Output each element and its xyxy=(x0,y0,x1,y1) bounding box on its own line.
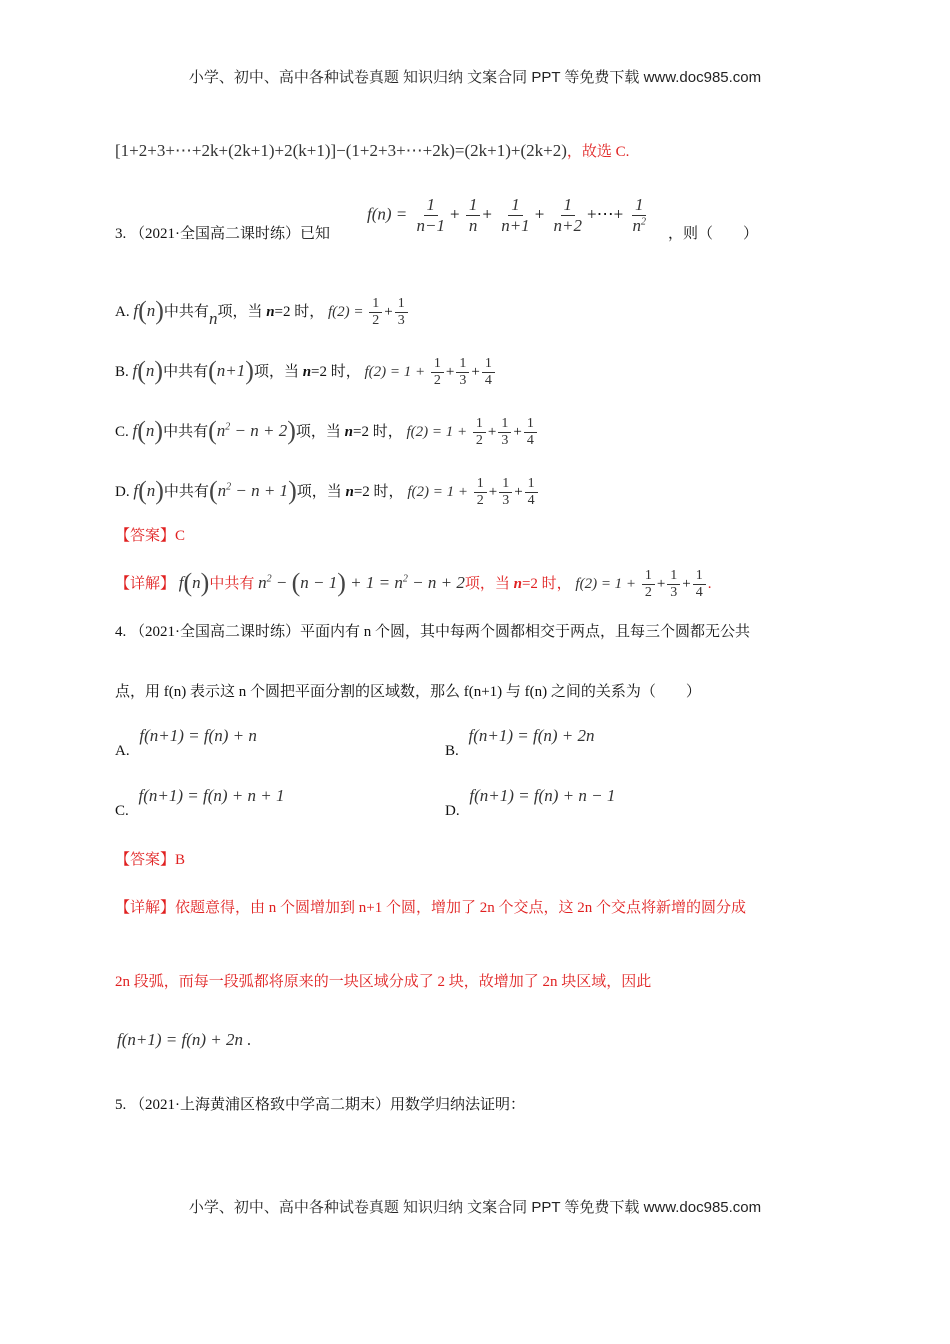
option-label: C. xyxy=(115,424,129,440)
detail-text: 依题意得，由 n 个圆增加到 n+1 个圆，增加了 2n 个交点，这 2n 个交点将新增的圆分成 xyxy=(175,900,746,916)
q3-tail: ，则（ ） xyxy=(668,226,759,242)
q5-stem xyxy=(115,1093,525,1114)
q3-option-c[interactable]: C. f(n)中共有$(n^2 - n + 2)$项，当 n=2 时， f(2) = 1 + $\frac{1}{2}$ + $\frac{1}{3}$ + $\frac{1}{4}$ xyxy=(115,416,539,449)
q3-stem xyxy=(115,222,330,243)
q3-option-d[interactable]: D. f(n)中共有$(n^2 - n + 1)$项，当 n=2 时， f(2) = 1 + $\frac{1}{2}$ + $\frac{1}{3}$ + $\frac{1}{4}$ xyxy=(115,476,540,509)
q4-option-b[interactable] xyxy=(445,726,595,760)
q3-number: 3. xyxy=(115,226,127,242)
q3-detail: 【详解】 f(n)中共有 $n^2 - (n - 1) + 1 = n^2 - n + 2$项，当 n=2 时， f(2) = 1 + $\frac{1}{2}$ + $\frac{1}{3}$ + $\frac{1}{4}$ . xyxy=(115,568,712,600)
prev-solution xyxy=(115,140,629,161)
prev-solution-formula: [1+2+3+⋯+2k+(2k+1)+2(k+1)]−(1+2+3+⋯+2k)=(2k+1)+(2k+2) xyxy=(115,141,567,160)
detail-label: 【详解】 xyxy=(115,576,176,592)
q5-number: 5. xyxy=(115,1097,127,1113)
q3-option-a[interactable]: A. f(n)中共有n项，当 n=2 时， f(2) = $\frac{1}{2}$ + $\frac{1}{3}$ xyxy=(115,296,410,329)
q4-stem-line1 xyxy=(115,620,750,641)
footer-banner: 小学、初中、高中各种试卷真题 知识归纳 文案合同 PPT 等免费下载 www.doc985.com xyxy=(188,1199,762,1216)
q3-formula-lhs: f(n) = xyxy=(367,204,408,224)
q3-answer: 【答案】C xyxy=(115,528,186,544)
q4-option-c[interactable] xyxy=(115,786,285,820)
header-banner: 小学、初中、高中各种试卷真题 知识归纳 文案合同 PPT 等免费下载 www.doc985.com xyxy=(188,69,762,86)
q4-option-a[interactable] xyxy=(115,726,257,760)
option-label: B. xyxy=(445,743,459,759)
q4-option-d[interactable] xyxy=(445,786,616,820)
q4-detail-line1 xyxy=(115,896,746,917)
q5-text: （2021·上海黄浦区格致中学高二期末）用数学归纳法证明： xyxy=(130,1097,525,1113)
q4-number: 4. xyxy=(115,624,127,640)
option-label: A. xyxy=(115,304,130,320)
option-formula: f(n+1) = f(n) + 2n xyxy=(468,726,595,745)
detail-label: 【详解】 xyxy=(115,900,176,916)
option-label: D. xyxy=(445,803,460,819)
option-label: D. xyxy=(115,484,130,500)
q3-option-b[interactable]: B. f(n)中共有(n+1)项，当 n=2 时， f(2) = 1 + $\frac{1}{2}$ + $\frac{1}{3}$ + $\frac{1}{4}$ xyxy=(115,356,497,389)
option-label: C. xyxy=(115,803,129,819)
option-formula: f(n+1) = f(n) + n − 1 xyxy=(469,786,616,805)
q4-detail-line2: 2n 段弧，而每一段弧都将原来的一块区域分成了 2 块，故增加了 2n 块区域，因此 xyxy=(115,974,652,990)
option-label: B. xyxy=(115,364,129,380)
q4-detail-line3: f(n+1) = f(n) + 2n . xyxy=(117,1030,252,1049)
q4-stem-line2: 点，用 f(n) 表示这 n 个圆把平面分割的区域数，那么 f(n+1) 与 f(n) 之间的关系为（ ） xyxy=(115,684,701,700)
q4-line1: （2021·全国高二课时练）平面内有 n 个圆，其中每两个圆都相交于两点，且每三个圆都无公共 xyxy=(130,624,750,640)
q4-answer: 【答案】B xyxy=(115,852,186,868)
option-label: A. xyxy=(115,743,130,759)
q3-formula: f(n) = $\frac{1}{n-1}$ + $\frac{1}{n}$ + $\frac{1}{n+1}$ + $\frac{1}{n+2}$ +⋯+ $\frac{1}{n^2}$ xyxy=(367,195,646,235)
prev-solution-conclusion: ，故选 C. xyxy=(566,144,630,160)
q3-source: （2021·全国高二课时练）已知 xyxy=(130,226,330,242)
option-formula: f(n+1) = f(n) + n + 1 xyxy=(138,786,285,805)
option-formula: f(n+1) = f(n) + n xyxy=(139,726,257,745)
